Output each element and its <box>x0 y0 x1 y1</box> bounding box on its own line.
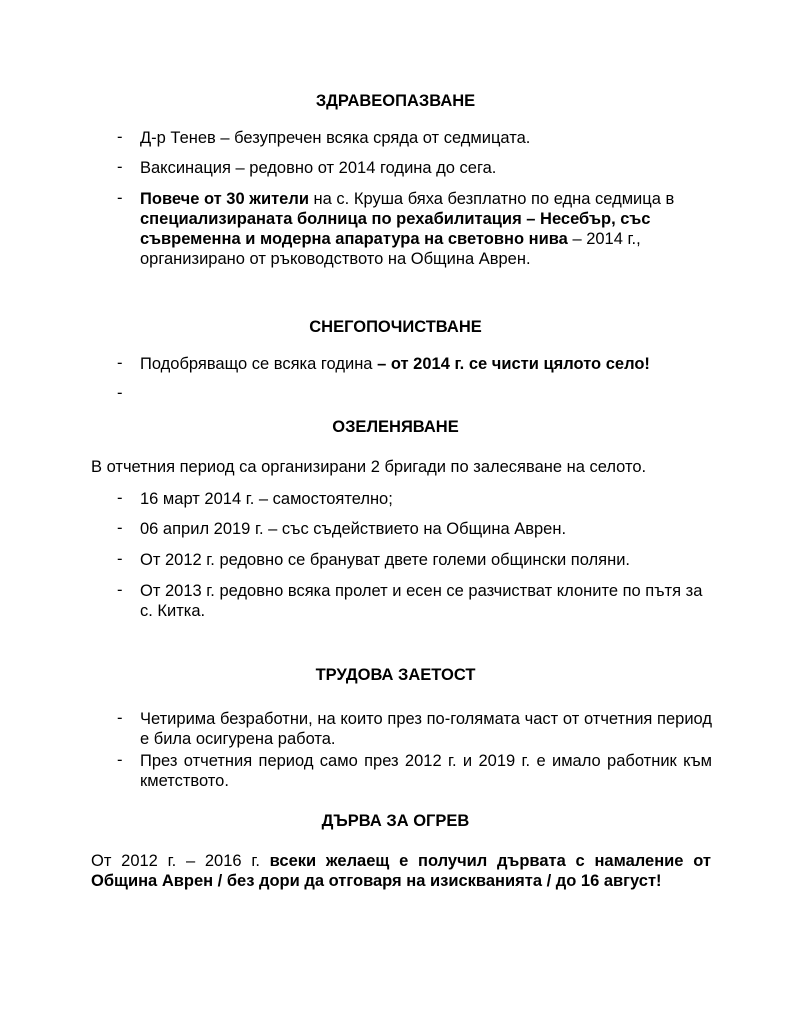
text: Подобряващо се всяка година <box>140 355 373 373</box>
bullet-dash: - <box>117 709 123 727</box>
text: От 2012 г. – 2016 г. <box>91 852 270 870</box>
list-item: 06 април 2019 г. – със съдействието на Община Аврен. <box>140 520 567 538</box>
bullet-dash: - <box>117 489 123 507</box>
list-item: От 2013 г. редовно всяка пролет и есен се разчистват клоните по пътя за с. Китка. <box>140 582 703 620</box>
text: – 2014 г., организирано от ръководството на Община Аврен. <box>140 230 641 268</box>
bullet-dash: - <box>117 158 123 176</box>
list-item: От 2012 г. редовно се брануват двете големи общински поляни. <box>140 551 630 569</box>
paragraph: В отчетния период са организирани 2 бригади по залесяване на селото. <box>91 458 647 476</box>
bold-text: всеки желаещ е получил дървата с намаление от Община Аврен / без дори да отговаря на изискванията / до 16 август! <box>91 852 711 890</box>
list-item: Четирима безработни, на които през по-голямата част от отчетния период е била осигурена работа. <box>140 710 712 748</box>
bullet-dash: - <box>117 128 123 146</box>
heading-employment: ТРУДОВА ЗАЕТОСТ <box>315 666 476 684</box>
list-item <box>140 354 712 374</box>
heading-greening: ОЗЕЛЕНЯВАНЕ <box>332 418 459 436</box>
bullet-dash: - <box>117 550 123 568</box>
list-item: През отчетния период само през 2012 г. и 2019 г. е имало работник към кметството. <box>140 752 712 790</box>
heading-healthcare: ЗДРАВЕОПАЗВАНЕ <box>315 92 476 110</box>
list-item: 16 март 2014 г. – самостоятелно; <box>140 490 393 508</box>
paragraph <box>91 851 711 891</box>
bullet-dash: - <box>117 581 123 599</box>
bold-text: Повече от 30 жители <box>140 190 309 208</box>
bullet-dash: - <box>117 354 123 372</box>
heading-snow-removal: СНЕГОПОЧИСТВАНЕ <box>309 318 482 336</box>
list-item <box>140 189 712 269</box>
bold-text: – от 2014 г. се чисти цялото село! <box>372 355 650 373</box>
heading-firewood: ДЪРВА ЗА ОГРЕВ <box>321 812 470 830</box>
bullet-dash: - <box>117 384 123 402</box>
bullet-dash: - <box>117 751 123 769</box>
bullet-dash: - <box>117 189 123 207</box>
bullet-dash: - <box>117 519 123 537</box>
bold-text: специализираната болница по рехабилитация – Несебър, със съвременна и модерна апаратура на световно нива <box>140 210 651 248</box>
list-item: Ваксинация – редовно от 2014 година до сега. <box>140 159 497 177</box>
text: на с. Круша бяха безплатно по една седмица в <box>308 190 675 208</box>
list-item: Д-р Тенев – безупречен всяка сряда от седмицата. <box>140 129 531 147</box>
